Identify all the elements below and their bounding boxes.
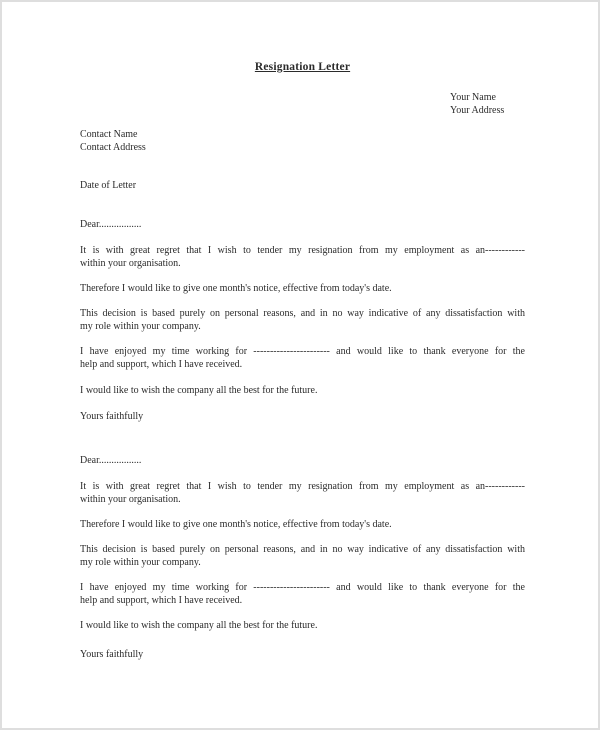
valediction: Yours faithfully [80, 649, 144, 660]
paragraph-line: I have enjoyed my time working for ----------------------- and would like to thank everyone for the [80, 346, 525, 357]
paragraph-resignation [80, 244, 525, 270]
paragraph-line: within your organisation. [80, 494, 181, 505]
letter-body-first [80, 218, 525, 423]
paragraph-line: This decision is based purely on personal reasons, and in no way indicative of any dissatisfaction with [80, 544, 525, 555]
salutation: Dear................. [80, 455, 142, 466]
date-of-letter: Date of Letter [80, 180, 137, 191]
paragraph-line: help and support, which I have received. [80, 359, 243, 370]
paragraph-line: I would like to wish the company all the best for the future. [80, 385, 318, 396]
paragraph-thanks [80, 345, 525, 371]
document-title: Resignation Letter [254, 61, 351, 73]
sender-name: Your Name [450, 92, 496, 103]
paragraph-reasons [80, 543, 525, 569]
paragraph-line: Therefore I would like to give one month's notice, effective from today's date. [80, 519, 392, 530]
paragraph-line: This decision is based purely on personal reasons, and in no way indicative of any dissatisfaction with [80, 308, 525, 319]
paragraph-best-wishes [80, 619, 525, 632]
salutation: Dear................. [80, 219, 142, 230]
paragraph-line: It is with great regret that I wish to tender my resignation from my employment as an------------ [80, 481, 525, 492]
paragraph-thanks [80, 581, 525, 607]
paragraph-notice [80, 518, 525, 531]
paragraph-reasons [80, 307, 525, 333]
paragraph-resignation [80, 480, 525, 506]
recipient-block [80, 128, 525, 154]
paragraph-line: It is with great regret that I wish to tender my resignation from my employment as an------------ [80, 245, 525, 256]
letter-content [80, 60, 525, 661]
paragraph-line: help and support, which I have received. [80, 595, 243, 606]
valediction: Yours faithfully [80, 411, 144, 422]
paragraph-notice [80, 282, 525, 295]
recipient-address: Contact Address [80, 142, 146, 153]
paragraph-line: my role within your company. [80, 557, 201, 568]
sender-address: Your Address [450, 105, 505, 116]
paragraph-line: my role within your company. [80, 321, 201, 332]
sender-block [450, 91, 525, 117]
paragraph-line: within your organisation. [80, 258, 181, 269]
paragraph-line: I would like to wish the company all the best for the future. [80, 620, 318, 631]
paragraph-best-wishes [80, 384, 525, 397]
paragraph-line: Therefore I would like to give one month's notice, effective from today's date. [80, 283, 392, 294]
recipient-name: Contact Name [80, 129, 138, 140]
paragraph-line: I have enjoyed my time working for ----------------------- and would like to thank everyone for the [80, 582, 525, 593]
letter-body-second [80, 454, 525, 661]
